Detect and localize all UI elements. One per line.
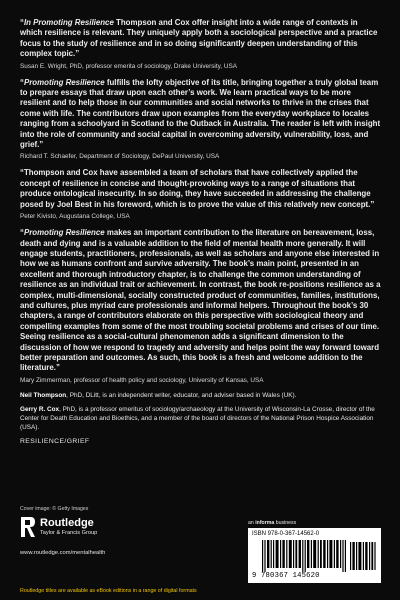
ebook-note: Routledge titles are available as eBook editions in a range of digital formats (20, 588, 197, 594)
review-quote: “Thompson and Cox have assembled a team of scholars that have collectively applied the concept of resilience in concise and thought-provoking ways to a range of situations that produce ontological insecurity. In so doing, they have succeeded in addressing the challenge posed by Joel Best in his foreword, which is to prove the value of this relatively new concept.” (20, 168, 375, 209)
informa-business-line: an informa business (248, 520, 297, 526)
review-4 (20, 228, 382, 385)
barcode-panel (248, 528, 381, 583)
cover-image-credit: Cover image: © Getty Images (20, 506, 89, 512)
barcode-addon-icon (350, 540, 376, 570)
publisher-logo (20, 516, 190, 546)
isbn-number: ISBN 978-0-367-14562-0 (252, 531, 320, 537)
publisher-name: Routledge (40, 517, 94, 529)
review-attribution: Peter Kivisto, Augustana College, USA (20, 213, 130, 221)
author-bio-cox: Gerry R. Cox, PhD, is a professor emeritus of sociology/archaeology at the University of Wisconsin-La Crosse, director of the Center for Death Education and Bioethics, and a member of the board of directors of the National Prison Hospice Association (USA). (20, 406, 375, 431)
review-2 (20, 78, 382, 162)
review-attribution: Richard T. Schaefer, Department of Sociology, DePaul University, USA (20, 153, 220, 161)
publisher-subtitle: Taylor & Francis Group (40, 530, 98, 536)
review-quote: “Promoting Resilience makes an important contribution to the literature on bereavement, loss, death and dying and is a valuable addition to the field of mental health more generally. It will engage students, practitioners, professionals, as well as scholars and anyone else interested in how we as humans confront and survive adversity. The book’s main point, presented in an excellent and thorough introductory chapter, is to challenge the common understanding of resilience as an individual trait or achievement. In contrast, the book re-positions resilience as a complex, multi-dimensional, socially constructed product of communities, families, institutions, and cultures, plus myriad care professionals and informal helpers. Throughout the book’s 30 chapters, a range of contributors elaborate on this perspective with sociological theory and compelling examples from some of the most troubling societal problems and crises of our time. Seeing resilience as a social-cultural phenomenon adds a significant dimension to the discussion of how we respond to tragedy and adversity and helps point the way forward toward better preparation and outcomes. As such, this book is a fresh and welcome addition to the literature.” (20, 228, 381, 373)
review-attribution: Mary Zimmerman, professor of health policy and sociology, University of Kansas, USA (20, 376, 264, 384)
review-3 (20, 168, 382, 221)
back-cover-text (20, 18, 382, 445)
review-attribution: Susan E. Wright, PhD, professor emerita of sociology, Drake University, USA (20, 62, 238, 70)
cover-footer (20, 506, 382, 596)
subject-category: RESILIENCE/GRIEF (20, 438, 90, 446)
barcode-digits: 9 780367 145620 (252, 572, 320, 580)
barcode-icon (262, 540, 346, 572)
routledge-logo-icon (20, 516, 36, 538)
author-bio-thompson: Neil Thompson, PhD, DLitt, is an independent writer, educator, and adviser based in Wales (UK). (20, 391, 297, 399)
publisher-url[interactable]: www.routledge.com/mentalhealth (20, 550, 106, 556)
review-1 (20, 18, 382, 71)
review-quote: “In Promoting Resilience Thompson and Cox offer insight into a wide range of contexts in which resilience is relevant. They uniquely apply both a sociological perspective and a practice focus to the study of resilience and in so doing significantly deepen understanding of this complex topic.” (20, 18, 378, 59)
review-quote: “Promoting Resilience fulfills the lofty objective of its title, bringing together a truly global team to prepare essays that draw upon each other’s work. We learn practical ways to be more resilient and to help those in our communities and social networks to thrive in the crises that come with life. The contributors draw upon examples from the everyday workplace to locales ranging from a schoolyard in Scotland to the Outback in Australia. The reader is left with insight into the role of community and social capital in overcoming adversity, vulnerability, loss, and grief.” (20, 77, 381, 150)
